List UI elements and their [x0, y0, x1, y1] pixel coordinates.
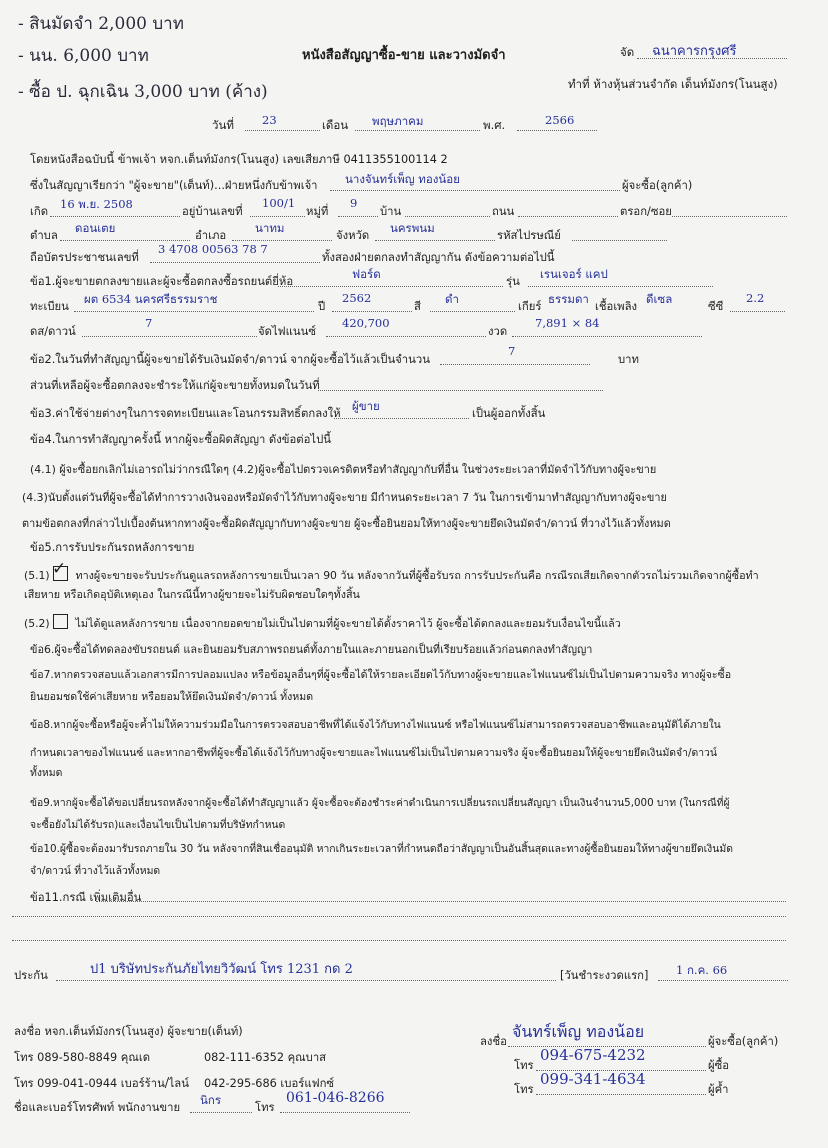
idcard-number: 3 4708 00563 78 7	[158, 242, 268, 256]
car-model: เรนเจอร์ แคป	[540, 267, 608, 281]
province: นครพนม	[390, 221, 435, 235]
plate-label: ทะเบียน	[30, 300, 69, 313]
check-mark-icon: ✓	[52, 559, 67, 579]
month-label: เดือน	[322, 118, 349, 132]
down-value: 7	[145, 316, 153, 330]
cc-label: ซีซี	[708, 300, 724, 313]
document-title: หนังสือสัญญาซื้อ-ขาย และวางมัดจำ	[302, 48, 506, 63]
installment-value: 7,891 × 84	[535, 316, 600, 330]
seller-fax: 042-295-686 เบอร์แฟกซ์	[204, 1077, 335, 1090]
fuel-label: เชื้อเพลิง	[595, 300, 638, 313]
intro-line: โดยหนังสือฉบับนี้ ข้าพเจ้า หจก.เต็นท์มังกร(โนนสูง) เลขเสียภาษี 0411355100114 2	[30, 153, 448, 166]
seller-phone-1: โทร 089-580-8849 คุณเด	[14, 1051, 151, 1064]
district: นาทม	[255, 221, 285, 235]
clause4-l2: (4.3)นับตั้งแต่วันที่ผู้จะซื้อได้ทำการวางเงินจองหรือมัดจำไว้กับทางผู้จะขาย มีกำหนดระยะเวลา 7 วัน ในการเข้ามาทำสัญญากับทางผู้จะขาย	[22, 491, 667, 504]
note-amount: - นน. 6,000 บาท	[18, 46, 149, 66]
clause5-option1-text: ทางผู้จะขายจะรับประกันดูแลรถหลังการขายเป็นเวลา 90 วัน หลังจากวันที่ผู้ซื้อรับรถ การรับประกันคือ กรณีรถเสียเกิดจากตัวรถไม่รวมเกิดจากผู้ซื้อทำ	[75, 569, 759, 582]
birth-date: 16 พ.ย. 2508	[60, 197, 133, 211]
subdistrict: ดอนเตย	[75, 221, 116, 235]
district-label: อำเภอ	[195, 229, 227, 242]
clause9-l2: จะซื้อยังไม่ได้รับรถ)และเงื่อนไขเป็นไปตามที่บริษัทกำหนด	[30, 819, 286, 831]
buyer-name: นางจันทร์เพ็ญ ทองน้อย	[345, 172, 460, 186]
clause7-l1: ข้อ7.หากตรวจสอบแล้วเอกสารมีการปลอมแปลง หรือข้อมูลอื่นๆที่ผู้จะซื้อได้ให้รายละเอียดไว้กับทางผู้จะขายและไฟแนนซ์ไม่เป็นไปตามความจริง ทางผู้จะซื้อ	[30, 669, 732, 681]
house-label: อยู่บ้านเลขที่	[182, 205, 243, 218]
province-label: จังหวัด	[336, 229, 370, 242]
option2-checkbox[interactable]	[53, 614, 68, 629]
idcard-suffix: ทั้งสองฝ่ายตกลงทำสัญญากัน ดังข้อความต่อไปนี้	[322, 251, 555, 264]
date-label: วันที่	[212, 118, 234, 132]
clause8-l1: ข้อ8.หากผู้จะซื้อหรือผู้จะค้ำไม่ให้ความร่วมมือในการตรวจสอบอาชีพที่ได้แจ้งไว้กับทางไฟแนนซ์ หรือไฟแนนซ์ไม่สามารถตรวจสอบอาชีพและอนุมัติได้ภายใน	[30, 719, 721, 731]
clause3-text: ข้อ3.ค่าใช้จ่ายต่างๆในการจดทะเบียนและโอนกรรมสิทธิ์ตกลงให้	[30, 407, 341, 420]
year-label: พ.ศ.	[483, 118, 506, 132]
car-gear: ธรรมดา	[548, 292, 589, 306]
finance-label: จัดไฟแนนซ์	[258, 325, 317, 338]
model-label: รุ่น	[506, 275, 520, 288]
car-year: 2562	[342, 291, 372, 305]
option1-checkbox[interactable]	[52, 559, 68, 581]
seller-signature: ลงชื่อ หจก.เต็นท์มังกร(โนนสูง) ผู้จะขาย(เต็นท์)	[14, 1025, 243, 1038]
zip-label: รหัสไปรษณีย์	[497, 229, 561, 242]
buyer-tel-role: ผู้ซื้อ	[708, 1059, 730, 1072]
insurance-value: ป1 บริษัทประกันภัยไทยวิวัฒน์ โทร 1231 กด 2	[90, 962, 353, 977]
clause10-l2: จำ/ดาวน์ ที่วางไว้แล้วทั้งหมด	[30, 865, 161, 877]
clause2-unit: บาท	[618, 353, 639, 366]
house-number: 100/1	[262, 196, 296, 210]
clause4-head: ข้อ4.ในการทำสัญญาครั้งนี้ หากผู้จะซื้อผิดสัญญา ดังข้อต่อไปนี้	[30, 433, 331, 446]
clause5-option2	[24, 614, 621, 632]
moo-label: หมู่ที่	[306, 205, 329, 218]
clause5-option1-cont: เสียหาย หรือเกิดอุบัติเหตุเอง ในกรณีนี้ทางผู้ขายจะไม่รับผิดชอบใดๆทั้งสิ้น	[24, 588, 360, 601]
made-at: ทำที่ ห้างหุ้นส่วนจำกัด เด็นท์มังกร(โนนสูง)	[568, 77, 778, 91]
clause2-text: ข้อ2.ในวันที่ทำสัญญานี้ผู้จะขายได้รับเงินมัดจำ/ดาวน์ จากผู้จะซื้อไว้แล้วเป็นจำนวน	[30, 353, 430, 366]
salesperson-tel-label: โทร	[255, 1101, 275, 1114]
clause8-l3: ทั้งหมด	[30, 767, 63, 779]
moo-number: 9	[350, 196, 358, 210]
clause2-remain: ส่วนที่เหลือผู้จะซื้อตกลงจะชำระให้แก่ผู้จะขายทั้งหมดในวันที่	[30, 379, 320, 392]
down-label-text: ดส/ดาวน์	[30, 325, 76, 338]
car-fuel: ดีเซล	[646, 292, 673, 306]
buyer-tel-label: โทร	[514, 1059, 534, 1072]
finance-value: 420,700	[342, 316, 390, 330]
buyer-role-label: ผู้จะซื้อ(ลูกค้า)	[622, 179, 693, 192]
seller-phone-3: โทร 099-041-0944 เบอร์ร้าน/ไลน์	[14, 1077, 189, 1090]
seller-phone-2: 082-111-6352 คุณบาส	[204, 1051, 327, 1064]
clause1-label: ข้อ1.ผู้จะขายตกลงขายและผู้จะซื้อตกลงซื้อรถยนต์ยี่ห้อ	[30, 275, 294, 288]
car-plate: ผต 6534 นครศรีธรรมราช	[84, 292, 218, 306]
clause5-option1	[24, 559, 759, 584]
date-year: 2566	[545, 113, 575, 127]
date-month: พฤษภาคม	[372, 114, 424, 128]
clause8-l2: กำหนดเวลาของไฟแนนซ์ และหากอาชีพที่ผู้จะซื้อได้แจ้งไว้กับทางผู้จะขายและไฟแนนซ์ไม่เป็นไปตามความจริง ผู้จะซื้อยินยอมให้ผู้จะขายยึดเงินมัดจำ/ดาวน์	[30, 747, 717, 759]
car-cc: 2.2	[746, 291, 765, 305]
buyer-tel: 094-675-4232	[540, 1046, 646, 1064]
gear-label: เกียร์	[518, 300, 542, 313]
note-deposit: - สินมัดจำ 2,000 บาท	[18, 14, 184, 34]
village-label: บ้าน	[380, 205, 402, 218]
first-payment-date: 1 ก.ค. 66	[676, 963, 728, 977]
road-label: ถนน	[492, 205, 515, 218]
guarantor-tel: 099-341-4634	[540, 1070, 646, 1088]
caryear-label: ปี	[318, 300, 326, 313]
clause3-suffix: เป็นผู้ออกทั้งสิ้น	[472, 407, 546, 420]
car-color: ดำ	[445, 292, 459, 306]
color-label: สี	[414, 300, 421, 313]
clause5-option1-number: (5.1)	[24, 569, 50, 582]
down-label	[30, 322, 76, 340]
buyer-sign-label: ลงชื่อ	[480, 1035, 507, 1048]
installment-label: งวด	[488, 325, 508, 338]
clause4-l1: (4.1) ผู้จะซื้อยกเลิกไม่เอารถไม่ว่ากรณีใดๆ (4.2)ผู้จะซื้อไปตรวจเครดิตหรือทำสัญญากับที่อื่น ในช่วงระยะเวลาที่มัดจำไว้กับทางผู้จะขาย	[30, 463, 657, 476]
salesperson-label: ชื่อและเบอร์โทรศัพท์ พนักงานขาย	[14, 1101, 181, 1114]
clause5-option2-text: ไม่ได้ดูแลหลังการขาย เนื่องจากยอดขายไม่เป็นไปตามที่ผู้จะขายได้ตั้งราคาไว้ ผู้จะซื้อได้ตกลงและยอมรับเงื่อนไขนี้แล้ว	[75, 617, 621, 630]
date-day: 23	[262, 113, 277, 127]
guarantor-tel-role: ผู้ค้ำ	[708, 1083, 729, 1096]
salesperson-name: นิกร	[200, 1093, 222, 1107]
clause10-l1: ข้อ10.ผู้ซื้อจะต้องมารับรถภายใน 30 วัน หลังจากที่สินเชื่ออนุมัติ หากเกินระยะเวลาที่กำหนดถือว่าสัญญาเป็นอันสิ้นสุดและทางผู้ซื้อยินยอมให้ทางผู้ขายยึดเงินมัด	[30, 843, 733, 855]
soi-label: ตรอก/ซอย	[620, 205, 672, 218]
clause4-l3: ตามข้อตกลงที่กล่าวไปเบื้องต้นหากทางผู้จะซื้อผิดสัญญากับทางผู้จะขาย ผู้จะซื้อยินยอมให้ทางผู้จะขายยึดเงินมัดจำ/ดาวน์ ที่วางไว้แล้วทั้งหมด	[22, 517, 671, 530]
guarantor-tel-label: โทร	[514, 1083, 534, 1096]
idcard-label: ถือบัตรประชาชนเลขที่	[30, 251, 139, 264]
first-payment-label: [วันชำระงวดแรก]	[560, 969, 649, 982]
place-value: ฉนาคารกรุงศรี	[652, 44, 737, 59]
birth-label: เกิด	[30, 205, 49, 218]
subdistrict-label: ตำบล	[30, 229, 58, 242]
clause6: ข้อ6.ผู้จะซื้อได้ทดลองขับรถยนต์ และยินยอมรับสภาพรถยนต์ทั้งภายในและภายนอกเป็นที่เรียบร้อยแล้วก่อนตกลงทำสัญญา	[30, 643, 593, 656]
note-emergency: - ซื้อ ป. ฉุกเฉิน 3,000 บาท (ค้าง)	[18, 82, 268, 102]
clause9-l1: ข้อ9.หากผู้จะซื้อได้ขอเปลี่ยนรถหลังจากผู้จะซื้อได้ทำสัญญาแล้ว ผู้จะซื้อจะต้องชำระค่าดำเนินการเปลี่ยนรถเปลี่ยนสัญญา เป็นเงินจำนวน5,000 บาท (ในกรณีที่ผู้	[30, 797, 730, 809]
buyer-sign-role: ผู้จะซื้อ(ลูกค้า)	[708, 1035, 779, 1048]
clause2-amount: 7	[508, 344, 516, 358]
clause5-option2-number: (5.2)	[24, 617, 50, 630]
seller-label: ซึ่งในสัญญาเรียกว่า "ผู้จะขาย"(เต็นท์)...ฝ่ายหนึ่งกับข้าพเจ้า	[30, 179, 318, 192]
car-brand: ฟอร์ด	[352, 267, 381, 281]
buyer-signature: จันทร์เพ็ญ ทองน้อย	[512, 1022, 645, 1041]
clause11: ข้อ11.กรณี เพิ่มเติมอื่น	[30, 891, 142, 904]
place-label: จัด	[620, 45, 635, 59]
clause5-head: ข้อ5.การรับประกันรถหลังการขาย	[30, 541, 195, 554]
salesperson-tel: 061-046-8266	[286, 1090, 385, 1106]
clause3-party: ผู้ขาย	[352, 399, 380, 413]
insurance-label: ประกัน	[14, 969, 48, 982]
clause7-l2: ยินยอมชดใช้ค่าเสียหาย หรือยอมให้ยึดเงินมัดจำ/ดาวน์ ทั้งหมด	[30, 691, 314, 703]
